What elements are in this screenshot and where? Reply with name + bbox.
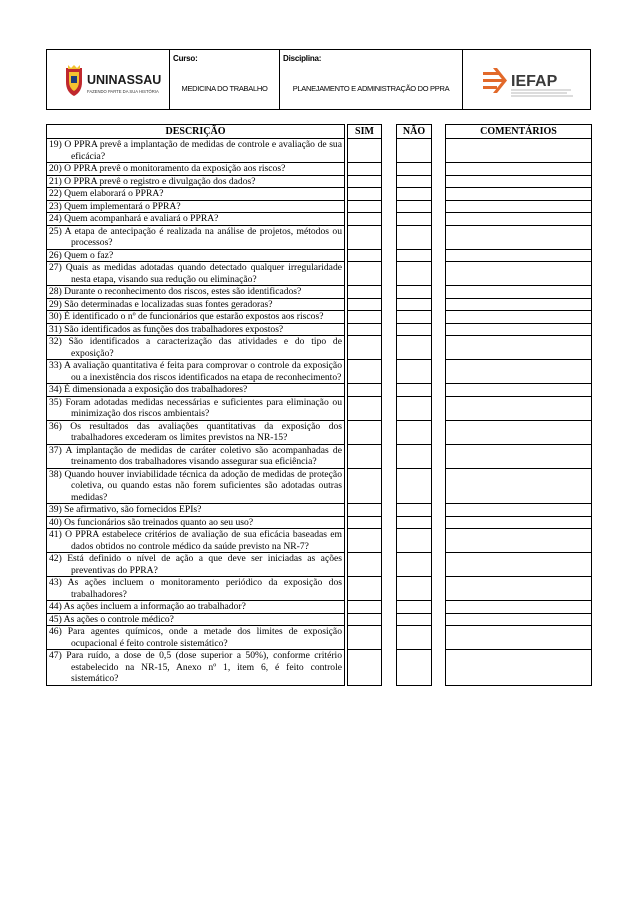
question-text: 27) Quais as medidas adotadas quando detectado qualquer irregularidade nesta etapa, visando sua redução ou eliminação? <box>49 262 342 285</box>
comentario-field[interactable] <box>446 468 592 504</box>
comentario-field[interactable] <box>446 516 592 529</box>
question-cell <box>47 200 345 213</box>
question-cell <box>47 262 345 286</box>
table-row <box>47 139 592 163</box>
sim-checkbox[interactable] <box>348 626 382 650</box>
table-row <box>47 286 592 299</box>
sim-checkbox[interactable] <box>348 336 382 360</box>
question-text: 33) A avaliação quantitativa é feita para comprovar o controle da exposição ou a inexistência dos riscos identificados na etapa de reconhecimento? <box>49 360 342 383</box>
nao-checkbox[interactable] <box>397 468 432 504</box>
nao-checkbox[interactable] <box>397 444 432 468</box>
question-cell <box>47 468 345 504</box>
sim-checkbox[interactable] <box>348 516 382 529</box>
comentario-field[interactable] <box>446 384 592 397</box>
comentario-field[interactable] <box>446 163 592 176</box>
sim-checkbox[interactable] <box>348 601 382 614</box>
table-row <box>47 626 592 650</box>
question-text: 25) A etapa de antecipação é realizada na análise de projetos, métodos ou processos? <box>49 225 342 248</box>
table-row <box>47 323 592 336</box>
question-cell <box>47 286 345 299</box>
comentario-field[interactable] <box>446 200 592 213</box>
sim-checkbox[interactable] <box>348 504 382 517</box>
document-header <box>46 49 591 110</box>
nao-checkbox[interactable] <box>397 175 432 188</box>
sim-checkbox[interactable] <box>348 384 382 397</box>
question-text: 22) Quem elaborará o PPRA? <box>49 188 164 199</box>
sim-checkbox[interactable] <box>348 613 382 626</box>
table-row <box>47 225 592 249</box>
question-text: 44) As ações incluem a informação ao trabalhador? <box>49 601 246 612</box>
disciplina-value: PLANEJAMENTO E ADMINISTRAÇÃO DO PPRA <box>292 84 450 93</box>
nao-checkbox[interactable] <box>397 163 432 176</box>
comentario-field[interactable] <box>446 188 592 201</box>
disciplina-label: Disciplina: <box>283 54 322 63</box>
question-cell <box>47 311 345 324</box>
nao-checkbox[interactable] <box>397 613 432 626</box>
question-cell <box>47 188 345 201</box>
question-text: 23) Quem implementará o PPRA? <box>49 200 181 212</box>
nao-checkbox[interactable] <box>397 286 432 299</box>
question-text: 41) O PPRA estabelece critérios de avaliação de sua eficácia baseadas em dados obtidos no controle médico da saúde previsto na NR-7? <box>49 529 342 552</box>
question-text: 21) O PPRA prevê o registro e divulgação dos dados? <box>49 175 256 187</box>
table-row <box>47 420 592 444</box>
table-row <box>47 200 592 213</box>
comentario-field[interactable] <box>446 336 592 360</box>
table-row <box>47 468 592 504</box>
nao-checkbox[interactable] <box>397 311 432 324</box>
question-text: 20) O PPRA prevê o monitoramento da exposição aos riscos? <box>49 163 286 174</box>
comentario-field[interactable] <box>446 577 592 601</box>
table-row <box>47 163 592 176</box>
question-cell <box>47 516 345 529</box>
table-row <box>47 188 592 201</box>
question-cell <box>47 225 345 249</box>
iefap-wordmark: IEFAP <box>511 73 558 90</box>
table-row <box>47 577 592 601</box>
nao-checkbox[interactable] <box>397 213 432 226</box>
sim-checkbox[interactable] <box>348 553 382 577</box>
table-row <box>47 336 592 360</box>
iefap-logo-cell <box>463 50 592 109</box>
question-text: 31) São identificados as funções dos trabalhadores expostos? <box>49 323 284 335</box>
sim-checkbox[interactable] <box>348 298 382 311</box>
nao-checkbox[interactable] <box>397 529 432 553</box>
sim-checkbox[interactable] <box>348 323 382 336</box>
question-cell <box>47 529 345 553</box>
comentario-field[interactable] <box>446 613 592 626</box>
comentario-field[interactable] <box>446 553 592 577</box>
question-cell <box>47 384 345 397</box>
header-descricao: DESCRIÇÃO <box>47 125 345 139</box>
sim-checkbox[interactable] <box>348 529 382 553</box>
question-cell <box>47 139 345 163</box>
table-row <box>47 262 592 286</box>
sim-checkbox[interactable] <box>348 360 382 384</box>
question-cell <box>47 249 345 262</box>
sim-checkbox[interactable] <box>348 175 382 188</box>
question-text: 46) Para agentes químicos, onde a metade dos limites de exposição ocupacional é feito controle sistemático? <box>49 626 342 649</box>
iefap-subtitle-lines <box>511 90 573 96</box>
comentario-field[interactable] <box>446 650 592 686</box>
comentario-field[interactable] <box>446 286 592 299</box>
question-cell <box>47 323 345 336</box>
table-row <box>47 396 592 420</box>
table-row <box>47 249 592 262</box>
nao-checkbox[interactable] <box>397 626 432 650</box>
disciplina-cell <box>280 50 463 109</box>
question-text: 37) A implantação de medidas de caráter coletivo são acompanhadas de treinamento dos trabalhadores visando assegurar sua eficiência? <box>49 444 342 467</box>
question-text: 40) Os funcionários são treinados quanto ao seu uso? <box>49 516 254 528</box>
question-text: 35) Foram adotadas medidas necessárias e suficientes para eliminação ou minimização dos riscos ambientais? <box>49 396 342 419</box>
question-cell <box>47 163 345 176</box>
question-cell <box>47 444 345 468</box>
nao-checkbox[interactable] <box>397 504 432 517</box>
sim-checkbox[interactable] <box>348 650 382 686</box>
sim-checkbox[interactable] <box>348 420 382 444</box>
sim-checkbox[interactable] <box>348 311 382 324</box>
sim-checkbox[interactable] <box>348 163 382 176</box>
table-row <box>47 613 592 626</box>
question-text: 39) Se afirmativo, são fornecidos EPIs? <box>49 504 202 515</box>
comentario-field[interactable] <box>446 225 592 249</box>
nao-checkbox[interactable] <box>397 396 432 420</box>
question-cell <box>47 175 345 188</box>
question-text: 26) Quem o faz? <box>49 249 114 261</box>
sim-checkbox[interactable] <box>348 444 382 468</box>
table-row <box>47 444 592 468</box>
comentario-field[interactable] <box>446 311 592 324</box>
uninassau-tagline: FAZENDO PARTE DA SUA HISTÓRIA <box>87 89 159 94</box>
iefap-logo <box>481 66 586 98</box>
nao-checkbox[interactable] <box>397 262 432 286</box>
sim-checkbox[interactable] <box>348 200 382 213</box>
iefap-mark-icon <box>483 68 507 93</box>
nao-checkbox[interactable] <box>397 516 432 529</box>
sim-checkbox[interactable] <box>348 249 382 262</box>
nao-checkbox[interactable] <box>397 249 432 262</box>
question-cell <box>47 420 345 444</box>
question-cell <box>47 613 345 626</box>
header-comentarios: COMENTÁRIOS <box>446 125 592 139</box>
table-row <box>47 360 592 384</box>
question-cell <box>47 577 345 601</box>
nao-checkbox[interactable] <box>397 188 432 201</box>
question-text: 42) Está definido o nível de ação a que deve ser iniciadas as ações preventivas do PPRA? <box>49 553 342 576</box>
comentario-field[interactable] <box>446 298 592 311</box>
curso-cell <box>170 50 280 109</box>
nao-checkbox[interactable] <box>397 601 432 614</box>
comentario-field[interactable] <box>446 529 592 553</box>
table-row <box>47 384 592 397</box>
table-row <box>47 601 592 614</box>
table-row <box>47 516 592 529</box>
table-row <box>47 175 592 188</box>
nao-checkbox[interactable] <box>397 360 432 384</box>
comentario-field[interactable] <box>446 262 592 286</box>
question-text: 19) O PPRA prevê a implantação de medidas de controle e avaliação de sua eficácia? <box>49 139 342 162</box>
question-text: 32) São identificados a caracterização das atividades e do tipo de exposição? <box>49 336 342 359</box>
question-cell <box>47 336 345 360</box>
question-cell <box>47 298 345 311</box>
table-row <box>47 553 592 577</box>
question-cell <box>47 396 345 420</box>
question-text: 43) As ações incluem o monitoramento periódico da exposição dos trabalhadores? <box>49 577 342 600</box>
comentario-field[interactable] <box>446 626 592 650</box>
table-row <box>47 311 592 324</box>
comentario-field[interactable] <box>446 139 592 163</box>
comentario-field[interactable] <box>446 396 592 420</box>
header-nao: NÃO <box>397 125 432 139</box>
nao-checkbox[interactable] <box>397 323 432 336</box>
question-cell <box>47 650 345 686</box>
comentario-field[interactable] <box>446 504 592 517</box>
nao-checkbox[interactable] <box>397 298 432 311</box>
sim-checkbox[interactable] <box>348 468 382 504</box>
question-text: 29) São determinadas e localizadas suas fontes geradoras? <box>49 298 273 310</box>
question-cell <box>47 553 345 577</box>
question-text: 47) Para ruído, a dose de 0,5 (dose superior a 50%), conforme critério estabelecido na NR-15, Anexo nº 1, item 6, é feito controle sistemático? <box>49 650 342 684</box>
checklist-table <box>46 124 592 686</box>
question-text: 34) É dimensionada a exposição dos trabalhadores? <box>49 384 248 395</box>
comentario-field[interactable] <box>446 323 592 336</box>
sim-checkbox[interactable] <box>348 286 382 299</box>
table-row <box>47 298 592 311</box>
nao-checkbox[interactable] <box>397 650 432 686</box>
comentario-field[interactable] <box>446 444 592 468</box>
nao-checkbox[interactable] <box>397 225 432 249</box>
sim-checkbox[interactable] <box>348 262 382 286</box>
uninassau-logo <box>63 64 163 100</box>
uninassau-wordmark: UNINASSAU <box>87 73 162 87</box>
comentario-field[interactable] <box>446 601 592 614</box>
question-cell <box>47 360 345 384</box>
question-text: 36) Os resultados das avaliações quantitativas da exposição dos trabalhadores excederam os limites previstos na NR-15? <box>49 420 342 443</box>
comentario-field[interactable] <box>446 249 592 262</box>
sim-checkbox[interactable] <box>348 139 382 163</box>
question-text: 30) É identificado o nº de funcionários que estarão expostos aos riscos? <box>49 311 324 322</box>
question-cell <box>47 626 345 650</box>
uninassau-crest-icon <box>66 65 82 96</box>
comentario-field[interactable] <box>446 213 592 226</box>
sim-checkbox[interactable] <box>348 396 382 420</box>
nao-checkbox[interactable] <box>397 336 432 360</box>
comentario-field[interactable] <box>446 420 592 444</box>
comentario-field[interactable] <box>446 175 592 188</box>
sim-checkbox[interactable] <box>348 188 382 201</box>
table-header-row <box>47 125 592 139</box>
header-sim: SIM <box>348 125 382 139</box>
table-row <box>47 650 592 686</box>
question-cell <box>47 601 345 614</box>
question-cell <box>47 213 345 226</box>
nao-checkbox[interactable] <box>397 553 432 577</box>
table-row <box>47 504 592 517</box>
question-cell <box>47 504 345 517</box>
sim-checkbox[interactable] <box>348 225 382 249</box>
question-text: 24) Quem acompanhará e avaliará o PPRA? <box>49 213 219 224</box>
table-row <box>47 529 592 553</box>
question-text: 45) As ações o controle médico? <box>49 613 174 625</box>
curso-value: MEDICINA DO TRABALHO <box>181 84 268 93</box>
curso-label: Curso: <box>173 54 198 63</box>
comentario-field[interactable] <box>446 360 592 384</box>
nao-checkbox[interactable] <box>397 200 432 213</box>
question-text: 28) Durante o reconhecimento dos riscos, estes são identificados? <box>49 286 302 297</box>
nao-checkbox[interactable] <box>397 384 432 397</box>
question-text: 38) Quando houver inviabilidade técnica da adoção de medidas de proteção coletiva, ou quando estas não forem suficientes são adotadas outras medidas? <box>49 468 342 503</box>
uninassau-logo-cell <box>47 50 170 109</box>
nao-checkbox[interactable] <box>397 420 432 444</box>
nao-checkbox[interactable] <box>397 577 432 601</box>
sim-checkbox[interactable] <box>348 213 382 226</box>
sim-checkbox[interactable] <box>348 577 382 601</box>
nao-checkbox[interactable] <box>397 139 432 163</box>
table-row <box>47 213 592 226</box>
